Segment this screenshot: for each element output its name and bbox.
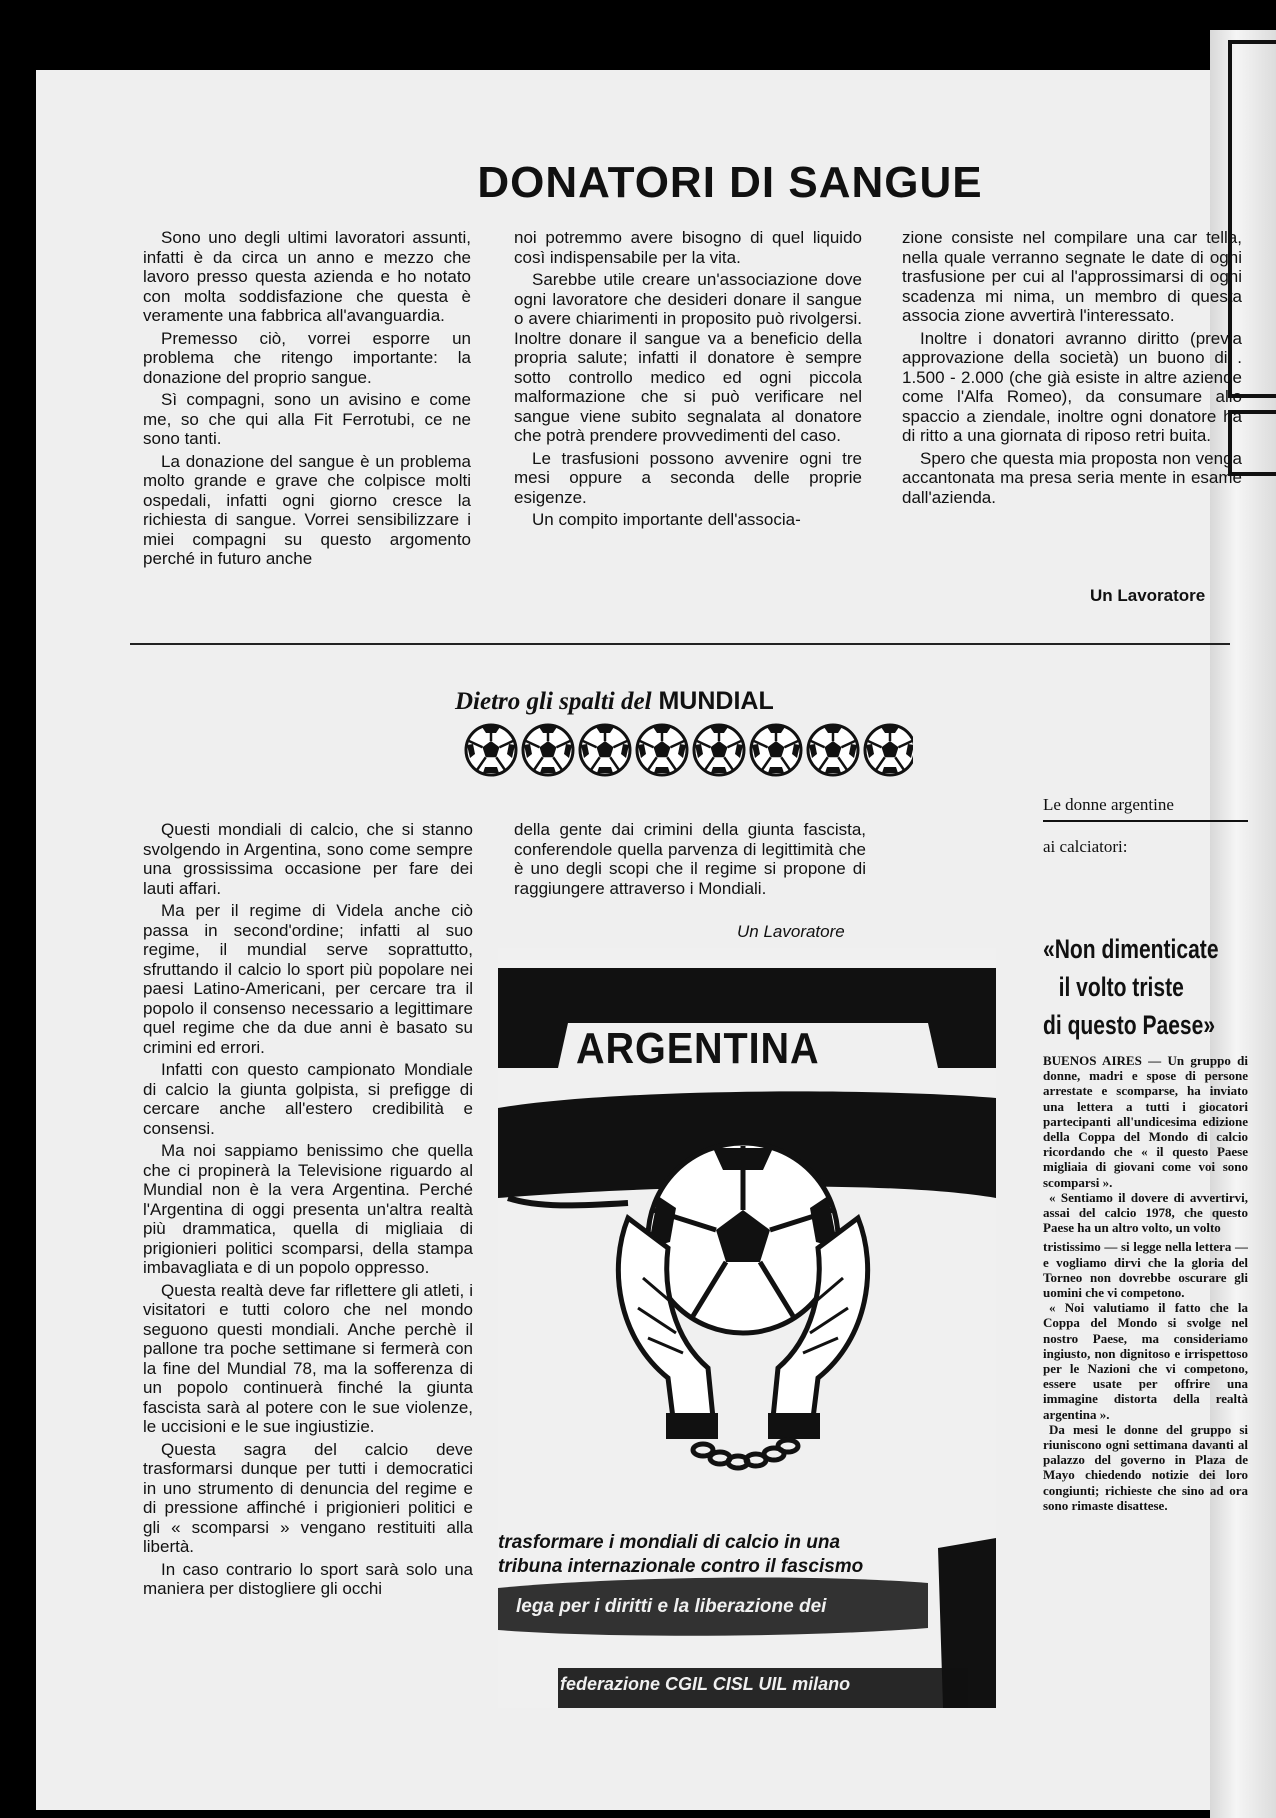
clipping-kicker: ai calciatori:	[1043, 837, 1128, 856]
author-signature: Un Lavoratore	[1090, 586, 1206, 605]
paragraph: Ma per il regime di Videla anche ciò passa in second'ordine; infatti al suo regime, il mundial serve soprattutto, sfruttando il calcio lo sport più popolare nei paesi Latino-Americani, per cercare tra il popolo il consenso necessario a legittimare quel regime che da due anni è basato su crimini ed errori.	[143, 901, 473, 1057]
paragraph: Sono uno degli ultimi lavoratori assunti, infatti è da circa un anno e mezzo che lavoro presso questa azienda e ho notato con molta soddisfazione che questa è veramente una fabbrica all'avanguardia.	[143, 228, 471, 325]
paragraph: Sarebbe utile creare un'associazione dove ogni lavoratore che desideri donare il sangue o avere chiarimenti in proposito può rivolgersi. Inoltre donare il sangue va a beneficio della propria salute; infatti il donatore è sempre sotto controllo medico ed ogni piccola malformazione che si può verificare nel sangue viene subito segnalata al donatore che potrà prendere provvedimenti del caso.	[514, 270, 862, 445]
clipping-paragraph: « Noi valutiamo il fatto che la Coppa del Mondo si svolge nel nostro Paese, ma consideriamo ingiusto, non dignitoso e irrispettoso per le Nazioni che vi competono, essere usate per offrire una immagine distorta della realtà argentina ».	[1043, 1300, 1248, 1422]
clipping-headline	[1043, 930, 1219, 1044]
paragraph: Infatti con questo campionato Mondiale di calcio la giunta golpista, si prefigge di cercare anche all'estero credibilità e consensi.	[143, 1060, 473, 1138]
article-column-2	[514, 820, 866, 901]
article-column-3	[902, 228, 1242, 510]
headline-line: il volto triste	[1058, 972, 1184, 1002]
clipping-kicker: Le donne argentine	[1043, 795, 1174, 814]
poster-lega: lega per i diritti e la liberazione dei	[516, 1596, 827, 1617]
paragraph: Inoltre i donatori avranno diritto (previa approvazione della società) un buono di . 1.500 - 2.000 (che già esiste in altre aziende come l'Alfa Romeo), da consumare allo spaccio a ziendale, inoltre ogni donatore ha di ritto a una giornata di riposo retri buita.	[902, 328, 1242, 445]
clipping-paragraph: « Sentiamo il dovere di avvertirvi, assai del calcio 1978, che questo Paese ha un altro volto, un volto	[1043, 1189, 1248, 1236]
headline-line: «Non dimenticate	[1043, 934, 1219, 964]
paragraph: La donazione del sangue è un problema molto grande e grave che colpisce molti ospedali, infatti ogni giorno cresce la richiesta di sangue. Vorrei sensibilizzare i miei compagni su questo argomento perché in futuro anche	[143, 451, 471, 568]
paragraph: zione consiste nel compilare una car tella, nella quale verranno segnate le date di ogni trasfusione per cui al l'approssimarsi di ogni scadenza mi nima, un membro di questa associa zione avvertirà l'interessato.	[902, 228, 1242, 325]
clipping-paragraph: Da mesi le donne del gruppo si riuniscono ogni settimana davanti al palazzo del governo in Plaza de Mayo chiedendo notizie dei loro congiunti; richieste che sino ad ora sono rimaste disattese.	[1043, 1421, 1248, 1513]
paragraph: Questi mondiali di calcio, che si stanno svolgendo in Argentina, sono come sempre una grossissima occasione per fare dei lauti affari.	[143, 820, 473, 898]
paragraph: Questa realtà deve far riflettere gli atleti, i visitatori e tutti coloro che nel mondo seguono questi mondiali. Anche perchè il pallone tra poche settimane si fermerà con la fine del Mundial 78, ma la sofferenza di un popolo continuerà finché la giunta fascista sarà al potere con le sue violenze, le uccisioni e le sue ingiustizie.	[143, 1280, 473, 1436]
title-italic: Dietro gli spalti del	[455, 688, 652, 715]
paragraph: della gente dai crimini della giunta fascista, conferendole quella parvenza di legittimità che è uno degli scopi che il regime si propone di raggiungere attraverso i Mondiali.	[514, 820, 866, 898]
title-bold: MUNDIAL	[658, 687, 774, 715]
paragraph: Spero che questa mia proposta non venga accantonata ma presa seria mente in esame dall'azienda.	[902, 448, 1242, 507]
article-column-2	[514, 228, 862, 533]
paragraph: Un compito importante dell'associa-	[532, 510, 801, 529]
author-signature: Un Lavoratore	[737, 922, 845, 941]
soccer-balls-icon	[463, 722, 913, 778]
paragraph: In caso contrario lo sport sarà solo una maniera per distogliere gli occhi	[143, 1559, 473, 1598]
article-title	[455, 687, 774, 716]
poster-federation	[560, 1674, 850, 1695]
article-column-1	[143, 228, 471, 572]
clipping-body	[1043, 1053, 1248, 1513]
article-title: DONATORI DI SANGUE	[477, 158, 983, 207]
paragraph: Le trasfusioni possono avvenire ogni tre mesi oppure a seconda delle proprie esigenze.	[514, 448, 862, 507]
paragraph: Questa sagra del calcio deve trasformarsi dunque per tutti i democratici in uno strumento di denuncia del regime e di pressione affinché i prigionieri politici e gli « scomparsi » vengano restituiti alla libertà.	[143, 1439, 473, 1556]
clipping-rule	[1043, 820, 1248, 822]
clipping-paragraph: tristissimo — si legge nella lettera — e vogliamo dirvi che la gloria del Torneo non dovrebbe oscurare gli uomini che vi competono.	[1043, 1239, 1248, 1301]
poster-image	[498, 948, 996, 1708]
newspaper-clipping	[1043, 795, 1248, 1725]
poster-heading: ARGENTINA	[576, 1024, 820, 1073]
paragraph: Premesso ciò, vorrei esporre un problema che ritengo importante: la donazione del proprio sangue.	[143, 328, 471, 387]
headline-line: di questo Paese»	[1043, 1010, 1216, 1040]
section-divider	[130, 643, 1230, 645]
poster-slogan: tribuna internazionale contro il fascismo	[498, 1556, 864, 1577]
paragraph: Sì compagni, sono un avisino e come me, so che qui alla Fit Ferrotubi, ce ne sono tanti.	[143, 390, 471, 448]
union-names: CGIL CISL UIL milano	[665, 1674, 851, 1694]
clipping-dateline: BUENOS AIRES —	[1043, 1053, 1162, 1068]
clipping-paragraph: Un gruppo di donne, madri e spose di persone arrestate e scomparse, ha inviato una lettera a tutti i giocatori partecipanti all'undicesima edizione della Coppa del Mondo di calcio ricordando che « il questo Paese migliaia di giovani come voi sono scomparsi ».	[1043, 1053, 1248, 1190]
paragraph: noi potremmo avere bisogno di quel liquido così indispensabile per la vita.	[514, 228, 862, 267]
paragraph: Ma noi sappiamo benissimo che quella che ci propinerà la Televisione riguardo al Mundial non è la vera Argentina. Perché l'Argentina di oggi presenta un'altra realtà più drammatica, quella di migliaia di prigionieri politici scomparsi, della stampa imbavagliata e di un popolo oppresso.	[143, 1141, 473, 1277]
federation-prefix: federazione	[560, 1674, 661, 1694]
article-column-1	[143, 820, 473, 1602]
poster-slogan: trasformare i mondiali di calcio in una	[498, 1532, 841, 1553]
